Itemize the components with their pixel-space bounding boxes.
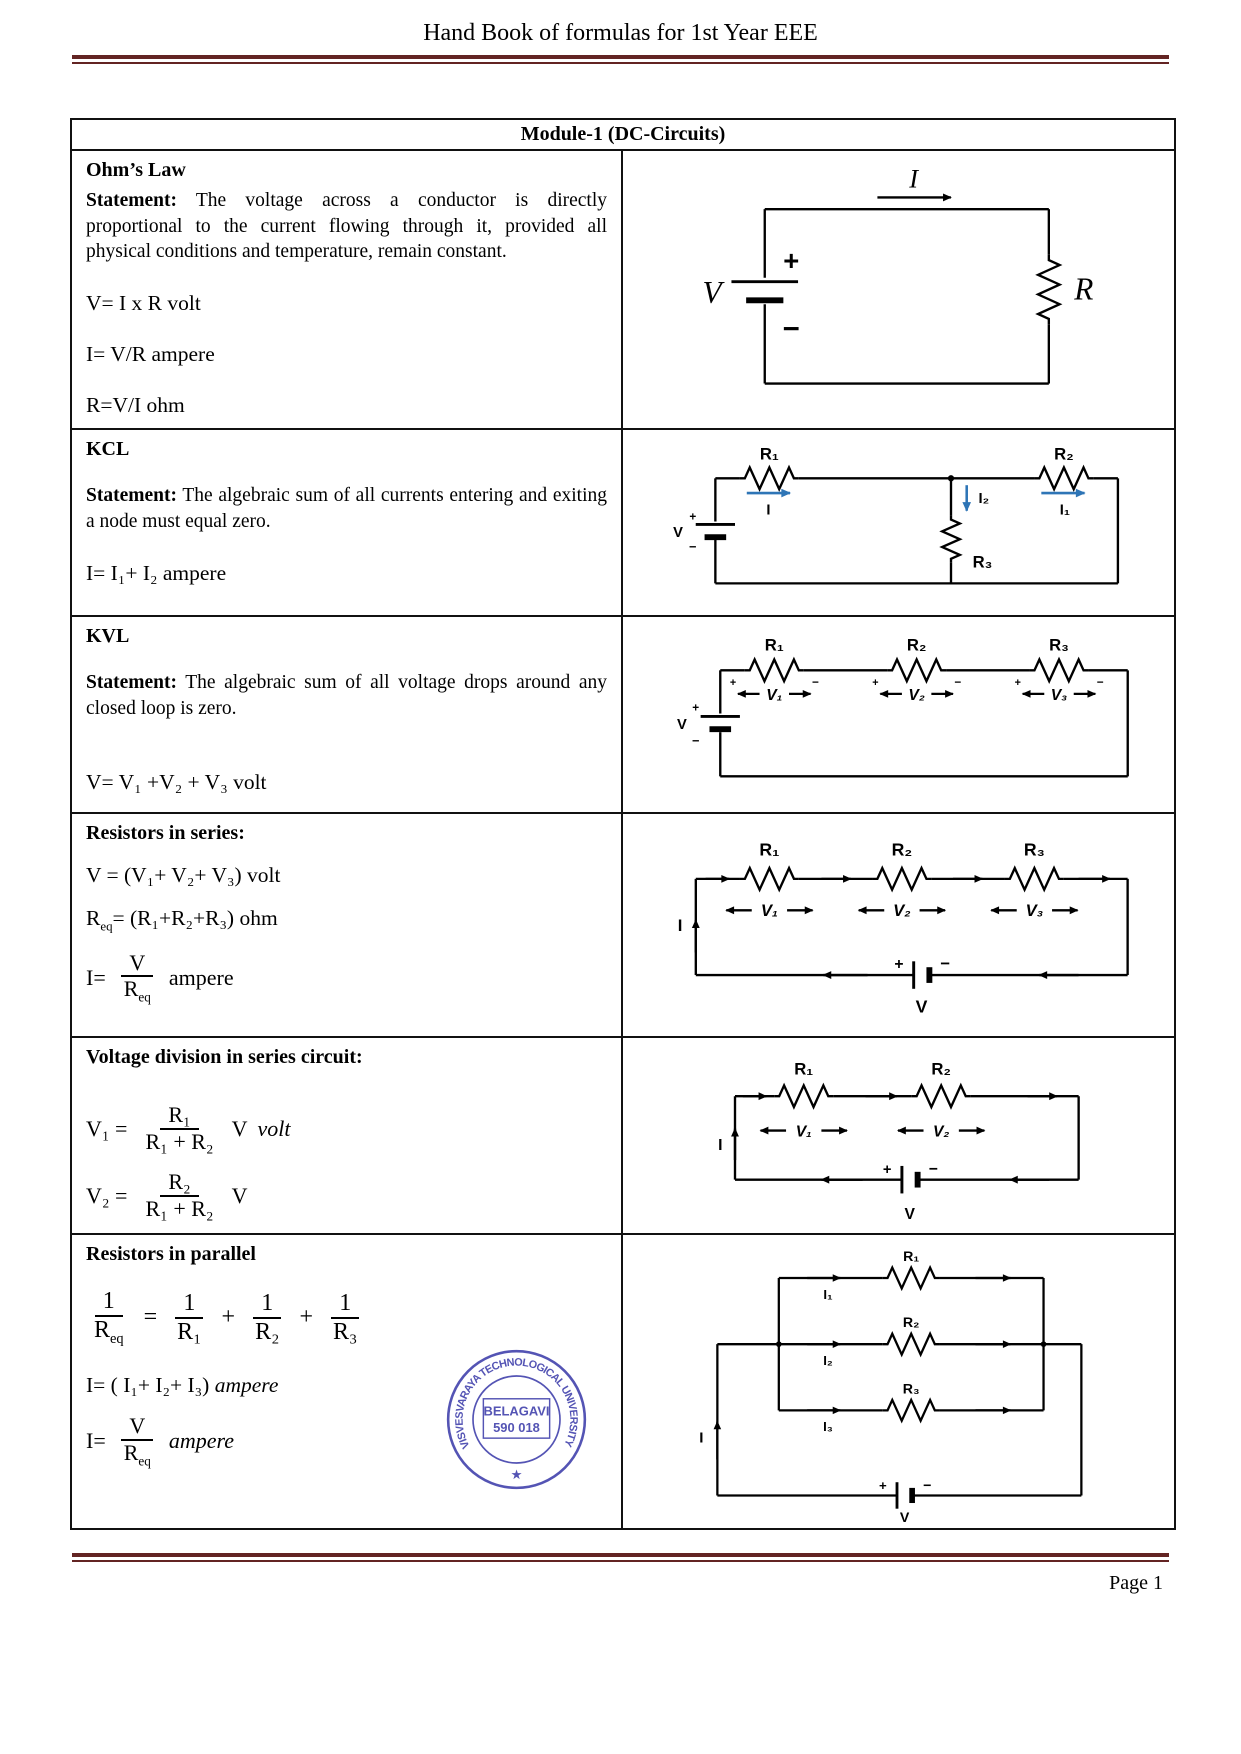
wires: [717, 1267, 1081, 1495]
series-formula-req: [86, 906, 607, 934]
unit: ampere: [168, 964, 234, 990]
header-rule-thick: [72, 55, 1169, 59]
plus-sign: +: [299, 1304, 313, 1331]
i2-label: I₂: [977, 491, 989, 508]
resistor-r3: [1004, 868, 1063, 890]
ohm-formula-resistance: R=V/I ohm: [86, 393, 185, 418]
page-number: Page 1: [1109, 1572, 1163, 1594]
r1-label: R₁: [759, 444, 779, 464]
v1-label: V₁: [765, 686, 782, 704]
r2-label: R₂: [902, 1314, 919, 1331]
source-label: V: [676, 717, 687, 734]
stamp-star: ★: [511, 1469, 522, 1482]
vdiv-circuit-diagram: [627, 1042, 1167, 1229]
v1-label: V₁: [760, 900, 778, 920]
source-label: V: [915, 996, 927, 1017]
unit: volt: [257, 1115, 291, 1141]
kcl-text-cell: [72, 430, 623, 615]
kcl-diagram-cell: [623, 430, 1170, 615]
r2-label: R₂: [891, 839, 912, 860]
vdiv-diagram-cell: [623, 1038, 1170, 1233]
i1-label: I₁: [1059, 502, 1070, 519]
fraction-r2: [247, 1290, 287, 1346]
lhs: I=: [86, 1428, 106, 1454]
parallel-text-cell: [72, 1235, 623, 1528]
r3-label: R₃: [1023, 839, 1045, 860]
resistor-r2: [872, 868, 931, 890]
r3-label: R₃: [902, 1381, 920, 1398]
vdiv-formula-v2: [86, 1170, 607, 1221]
fraction-r3: [325, 1290, 365, 1346]
ohms-law-circuit-diagram: [627, 170, 1167, 410]
module-title: Module-1 (DC-Circuits): [520, 123, 726, 145]
i3-label: I₃: [822, 1418, 833, 1434]
wire-arrows: [735, 1096, 1057, 1179]
series-formula-voltage: V = (V₁+ V₂+ V₃) volt: [86, 863, 281, 888]
series-circuit-diagram: [627, 820, 1167, 1031]
kcl-heading: KCL: [86, 438, 130, 461]
den-base: R: [123, 976, 139, 1002]
kvl-statement: [86, 670, 607, 721]
wires: [715, 468, 1118, 584]
i2-label: I₂: [822, 1352, 833, 1368]
resistor-r3: [942, 516, 960, 563]
header-rule: [72, 55, 1169, 64]
r2-label: R₂: [1053, 444, 1074, 464]
formula-table: [70, 118, 1176, 1530]
series-heading: Resistors in series:: [86, 822, 245, 845]
denominator: [116, 977, 159, 1005]
resistor-r2: [911, 1086, 970, 1108]
ohm-formula-voltage: V= I x R volt: [86, 291, 201, 316]
vdiv-formula-v1: [86, 1103, 607, 1154]
den-base: R: [94, 1317, 111, 1344]
plus-sign: +: [729, 677, 736, 690]
wires: [720, 660, 1127, 777]
numerator: V: [121, 951, 153, 978]
page-header: [0, 0, 1241, 64]
req-rest: = (R₁+R₂+R₃) ohm: [112, 906, 278, 931]
i-label: I: [698, 1429, 703, 1447]
plus-sign: +: [882, 1161, 891, 1178]
fraction: [116, 1414, 159, 1469]
ohms-law-diagram-cell: [623, 151, 1170, 428]
r1-label: R₁: [902, 1248, 919, 1265]
plus-sign: +: [782, 244, 799, 276]
plus-sign: +: [893, 955, 904, 973]
r1-label: R₁: [758, 839, 779, 860]
plus-sign: +: [1014, 677, 1021, 690]
r1-label: R₁: [764, 635, 784, 655]
current-label: I: [908, 169, 918, 194]
page-footer: [0, 1545, 1241, 1595]
row-resistors-in-series: [72, 812, 1174, 1036]
plus-sign: +: [871, 677, 879, 690]
r3-label: R₃: [972, 552, 992, 572]
den-base: R: [123, 1439, 139, 1465]
battery-symbol: [897, 1482, 912, 1508]
battery-symbol: [731, 281, 798, 300]
plus-sign: +: [691, 701, 699, 715]
i-label: I: [717, 1137, 722, 1155]
statement-text: The voltage across a conductor is directly proportional to the current flowing through it, provided all physical conditions and temperature, remain constant.: [86, 190, 607, 263]
resistor-r3: [882, 1400, 939, 1421]
plus-sign: +: [688, 510, 696, 524]
minus-sign: −: [953, 676, 961, 690]
ohm-formula-current: I= V/R ampere: [86, 342, 215, 367]
r3-label: R₃: [1048, 635, 1069, 655]
footer-rule: [72, 1553, 1169, 1562]
resistor-r2: [1034, 468, 1093, 490]
lhs: I=: [86, 964, 106, 990]
den-sub: eq: [138, 1453, 151, 1469]
fraction: [137, 1170, 221, 1221]
numerator: R₂: [160, 1170, 198, 1197]
numerator: V: [121, 1414, 153, 1441]
fraction-req: [86, 1288, 132, 1347]
resistor-r1: [739, 468, 798, 490]
node-dot: [775, 1341, 781, 1347]
i-label: I: [677, 915, 682, 935]
denominator: R₁: [177, 1318, 202, 1345]
row-resistors-in-parallel: [72, 1233, 1174, 1528]
node-dot: [1040, 1341, 1046, 1347]
numerator: R₁: [160, 1103, 198, 1130]
lhs: V₁ =: [86, 1115, 128, 1141]
lhs: V₂ =: [86, 1183, 128, 1209]
v2-label: V₂: [892, 900, 911, 920]
kvl-circuit-diagram: [627, 621, 1167, 808]
numerator: 1: [95, 1288, 123, 1317]
plus-sign: +: [878, 1477, 887, 1493]
denominator: [116, 1441, 159, 1469]
kcl-circuit-diagram: [627, 434, 1167, 611]
denominator: [86, 1317, 132, 1347]
footer-rule-thick: [72, 1553, 1169, 1557]
wires: [735, 1086, 1079, 1180]
denominator: R₁ + R₂: [145, 1196, 214, 1222]
minus-sign: −: [691, 733, 699, 749]
fraction: [137, 1103, 221, 1154]
minus-sign: −: [939, 953, 950, 973]
req-base: R: [86, 906, 101, 931]
v2-label: V₂: [907, 686, 925, 704]
den-sub: eq: [138, 989, 151, 1005]
footer-rule-thin: [72, 1560, 1169, 1562]
v-symbol: V: [231, 1183, 248, 1209]
denominator: R₃: [333, 1318, 358, 1345]
resistor-label: R: [1073, 270, 1093, 306]
numerator: 1: [253, 1290, 281, 1319]
r2-label: R₂: [930, 1059, 951, 1079]
kvl-diagram-cell: [623, 617, 1170, 812]
parallel-circuit-diagram: [637, 1240, 1157, 1524]
resistor-r2: [887, 660, 946, 682]
plus-sign: +: [221, 1304, 236, 1331]
wires: [695, 868, 1127, 975]
kvl-text-cell: [72, 617, 623, 812]
university-stamp: [444, 1347, 589, 1492]
battery-symbol: [901, 1166, 917, 1193]
r1-label: R₁: [793, 1059, 813, 1079]
statement-label: Statement:: [86, 485, 177, 507]
source-label: V: [899, 1509, 909, 1524]
fraction: [116, 951, 159, 1006]
ohms-law-statement: [86, 188, 607, 265]
resistor-r1: [739, 868, 798, 890]
battery-symbol: [700, 717, 739, 730]
statement-text: The algebraic sum of all currents entering and exiting a node must equal zero.: [86, 485, 607, 532]
series-text-cell: [72, 814, 623, 1036]
i-label: I: [765, 502, 770, 519]
row-kvl: [72, 615, 1174, 812]
minus-sign: −: [922, 1477, 931, 1494]
v1-label: V₁: [795, 1123, 812, 1141]
minus-sign: −: [688, 539, 697, 555]
minus-sign: −: [782, 312, 800, 346]
document-title: Hand Book of formulas for 1st Year EEE: [423, 20, 818, 46]
stamp-city: BELAGAVI: [483, 1403, 550, 1419]
minus-sign: −: [811, 676, 819, 690]
unit: ampere: [214, 1373, 279, 1397]
statement-text: The algebraic sum of all voltage drops around any closed loop is zero.: [86, 672, 607, 719]
req-sub: eq: [100, 919, 113, 934]
row-voltage-division: [72, 1036, 1174, 1233]
v-symbol: V: [231, 1115, 248, 1141]
series-formula-current: [86, 951, 607, 1006]
resistor-r1: [882, 1267, 939, 1288]
wire-arrows: [717, 1278, 1010, 1460]
node-dot: [947, 475, 953, 481]
ohms-law-heading: Ohm’s Law: [86, 159, 186, 181]
resistor-r1: [744, 660, 803, 682]
wires: [764, 209, 1048, 383]
parallel-formula-req: [86, 1288, 607, 1347]
v2-label: V₂: [932, 1123, 949, 1141]
equals-sign: =: [143, 1304, 158, 1331]
parallel-diagram-cell: [623, 1235, 1170, 1528]
row-kcl: [72, 428, 1174, 615]
numerator: 1: [331, 1290, 359, 1319]
v3-label: V₃: [1050, 686, 1067, 704]
numerator: 1: [175, 1290, 203, 1319]
kvl-formula: V= V₁ +V₂ + V₃ volt: [86, 769, 267, 794]
kcl-formula: I= I₁+ I₂ ampere: [86, 560, 227, 585]
v3-label: V₃: [1025, 900, 1043, 920]
resistor-r2: [882, 1333, 939, 1354]
source-label: V: [904, 1206, 915, 1224]
den-sub: eq: [110, 1330, 124, 1347]
kvl-heading: KVL: [86, 625, 130, 648]
statement-label: Statement:: [86, 672, 177, 694]
source-label: V: [672, 525, 683, 542]
vdiv-text-cell: [72, 1038, 623, 1233]
i1-label: I₁: [822, 1286, 833, 1302]
denominator: R₁ + R₂: [145, 1128, 214, 1154]
minus-sign: −: [1096, 676, 1104, 690]
current-sum: I= ( I₁+ I₂+ I₃): [86, 1373, 210, 1397]
header-rule-thin: [72, 62, 1169, 64]
resistor-r1: [774, 1086, 833, 1108]
ohms-law-text-cell: [72, 151, 623, 428]
denominator: R₂: [255, 1318, 280, 1345]
row-ohms-law: [72, 149, 1174, 428]
stamp-pincode: 590 018: [493, 1420, 540, 1436]
resistor-r3: [1029, 660, 1088, 682]
battery-symbol: [695, 525, 734, 538]
vdiv-heading: Voltage division in series circuit:: [86, 1046, 363, 1069]
stamp-ring-textpath: VISVESVARAYA TECHNOLOGICAL UNIVERSITY: [453, 1356, 580, 1451]
battery-symbol: [913, 961, 929, 988]
parallel-heading: Resistors in parallel: [86, 1243, 256, 1266]
r2-label: R₂: [906, 635, 926, 655]
statement-label: Statement:: [86, 190, 177, 211]
module-title-row: [72, 120, 1174, 149]
fraction-r1: [169, 1290, 209, 1346]
source-label: V: [702, 274, 722, 310]
minus-sign: −: [928, 1160, 938, 1178]
series-diagram-cell: [623, 814, 1170, 1036]
unit: ampere: [168, 1428, 235, 1454]
resistor-symbol: [1038, 254, 1060, 325]
kcl-statement: [86, 483, 607, 534]
